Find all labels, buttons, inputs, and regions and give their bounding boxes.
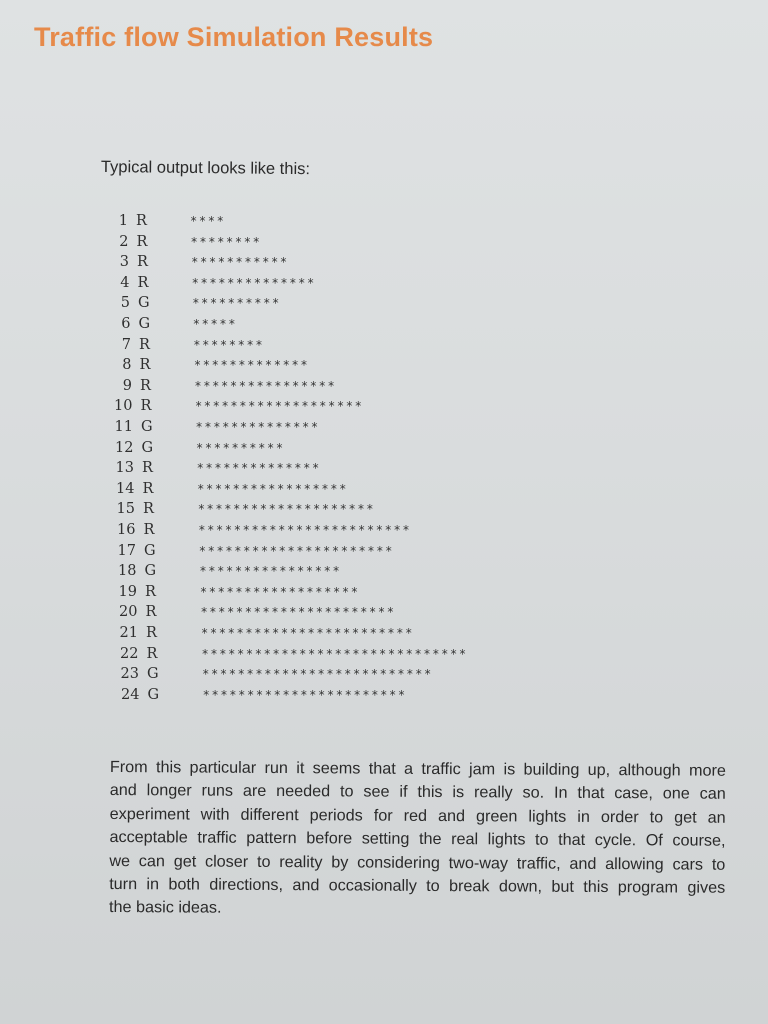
row-light-state: R (139, 336, 150, 353)
output-row-label (88, 213, 168, 233)
row-star-bar: ********************** (198, 543, 395, 558)
row-light-state: G (144, 563, 157, 580)
output-row-label (94, 440, 174, 460)
paragraph-line: turn in both directions, and occasionally to break down, but this program gives (109, 875, 726, 897)
row-light-state: R (146, 645, 158, 662)
row-light-state: G (147, 686, 160, 703)
output-row-label (98, 604, 178, 624)
row-star-bar: ****************** (199, 584, 360, 599)
row-number: 15 (116, 501, 135, 518)
row-light-state: R (139, 357, 151, 374)
output-row-label (97, 563, 177, 583)
row-light-state: R (137, 254, 148, 271)
output-row-label (90, 275, 170, 295)
body-paragraph (109, 756, 726, 924)
row-number: 6 (121, 316, 131, 332)
row-number: 5 (120, 295, 130, 312)
row-light-state: R (136, 213, 147, 229)
row-number: 7 (121, 336, 131, 353)
output-row-label (96, 522, 176, 542)
row-light-state: R (136, 233, 148, 250)
row-star-bar: ***************** (197, 481, 349, 496)
output-row-label (93, 398, 173, 418)
row-star-bar: ********** (192, 296, 281, 311)
output-row-label (97, 584, 177, 604)
row-star-bar: ****************************** (201, 646, 468, 661)
row-light-state: R (142, 460, 153, 477)
paragraph-line: From this particular run it seems that a traffic jam is building up, although more (109, 757, 726, 780)
row-number: 19 (118, 583, 137, 600)
output-row-label (99, 666, 179, 686)
output-row-label (93, 419, 173, 439)
row-number: 2 (119, 233, 129, 250)
row-light-state: G (141, 419, 153, 435)
intro-text: Typical output looks like this: (100, 158, 311, 179)
row-light-state: G (144, 542, 156, 559)
row-star-bar: ************** (195, 420, 320, 434)
output-row-label (90, 295, 170, 315)
row-light-state: R (145, 604, 157, 621)
row-number: 12 (115, 439, 134, 456)
row-number: 17 (117, 542, 136, 559)
row-number: 14 (116, 480, 135, 497)
page-title: Traffic flow Simulation Results (34, 22, 434, 52)
row-light-state: R (145, 583, 156, 600)
row-star-bar: ******** (190, 234, 262, 249)
row-number: 8 (122, 357, 132, 374)
row-number: 3 (119, 254, 129, 271)
row-light-state: G (138, 295, 150, 312)
row-star-bar: ************* (193, 358, 310, 373)
row-number: 4 (120, 274, 130, 291)
row-number: 1 (118, 213, 128, 229)
row-number: 21 (119, 625, 138, 641)
paragraph-line: acceptable traffic pattern before setting the real lights to that cycle. Of course, (109, 828, 726, 850)
output-row-label (92, 357, 172, 377)
row-star-bar: **** (190, 214, 226, 228)
row-star-bar: ********************** (200, 605, 396, 620)
output-row-label (99, 646, 179, 666)
paragraph-line: experiment with different periods for red and green lights in order to get an (109, 804, 726, 827)
row-light-state: R (137, 274, 149, 291)
row-star-bar: ************************ (198, 523, 412, 537)
row-light-state: G (141, 439, 154, 456)
output-row-label (100, 687, 180, 707)
output-row-label (94, 460, 174, 480)
row-star-bar: ************************ (201, 626, 414, 640)
row-number: 10 (114, 398, 133, 415)
row-star-bar: *********************** (202, 687, 407, 702)
row-star-bar: ************** (196, 461, 321, 476)
output-row-label (98, 625, 178, 645)
row-star-bar: ************************** (202, 667, 433, 682)
row-star-bar: *********** (191, 255, 289, 270)
output-row-label (95, 481, 175, 501)
row-light-state: G (138, 316, 151, 332)
paragraph-line: we can get closer to reality by considering two-way traffic, and allowing cars to (109, 851, 726, 874)
row-star-bar: **************** (199, 564, 342, 579)
row-star-bar: ******** (193, 337, 265, 352)
row-light-state: R (143, 501, 154, 518)
row-number: 16 (117, 522, 136, 538)
row-number: 18 (118, 563, 137, 580)
output-row-label (91, 337, 171, 357)
row-light-state: R (146, 625, 157, 641)
output-row-label (92, 378, 172, 398)
row-light-state: R (142, 480, 154, 497)
row-star-bar: ******************* (194, 399, 364, 414)
row-star-bar: ***** (192, 317, 238, 331)
row-light-state: R (140, 377, 151, 394)
paragraph-line: the basic ideas. (109, 898, 222, 918)
row-light-state: R (143, 522, 155, 538)
row-star-bar: ********** (196, 440, 285, 455)
output-row-label (89, 254, 169, 274)
row-number: 24 (121, 686, 140, 703)
paragraph-line: and longer runs are needed to see if this is really so. In that case, one can (109, 781, 726, 804)
row-number: 13 (115, 460, 134, 477)
row-number: 9 (122, 377, 132, 394)
row-light-state: R (140, 398, 152, 415)
row-number: 23 (120, 666, 139, 683)
row-number: 22 (120, 645, 139, 662)
row-light-state: G (147, 666, 159, 683)
row-star-bar: ******************** (197, 502, 376, 517)
output-row-label (96, 543, 176, 563)
row-number: 20 (119, 604, 138, 621)
output-row-label (91, 316, 171, 336)
row-star-bar: ************** (191, 275, 316, 290)
output-row-label (89, 234, 169, 254)
row-star-bar: **************** (194, 378, 337, 393)
row-number: 11 (114, 419, 133, 435)
output-row-label (95, 501, 175, 521)
